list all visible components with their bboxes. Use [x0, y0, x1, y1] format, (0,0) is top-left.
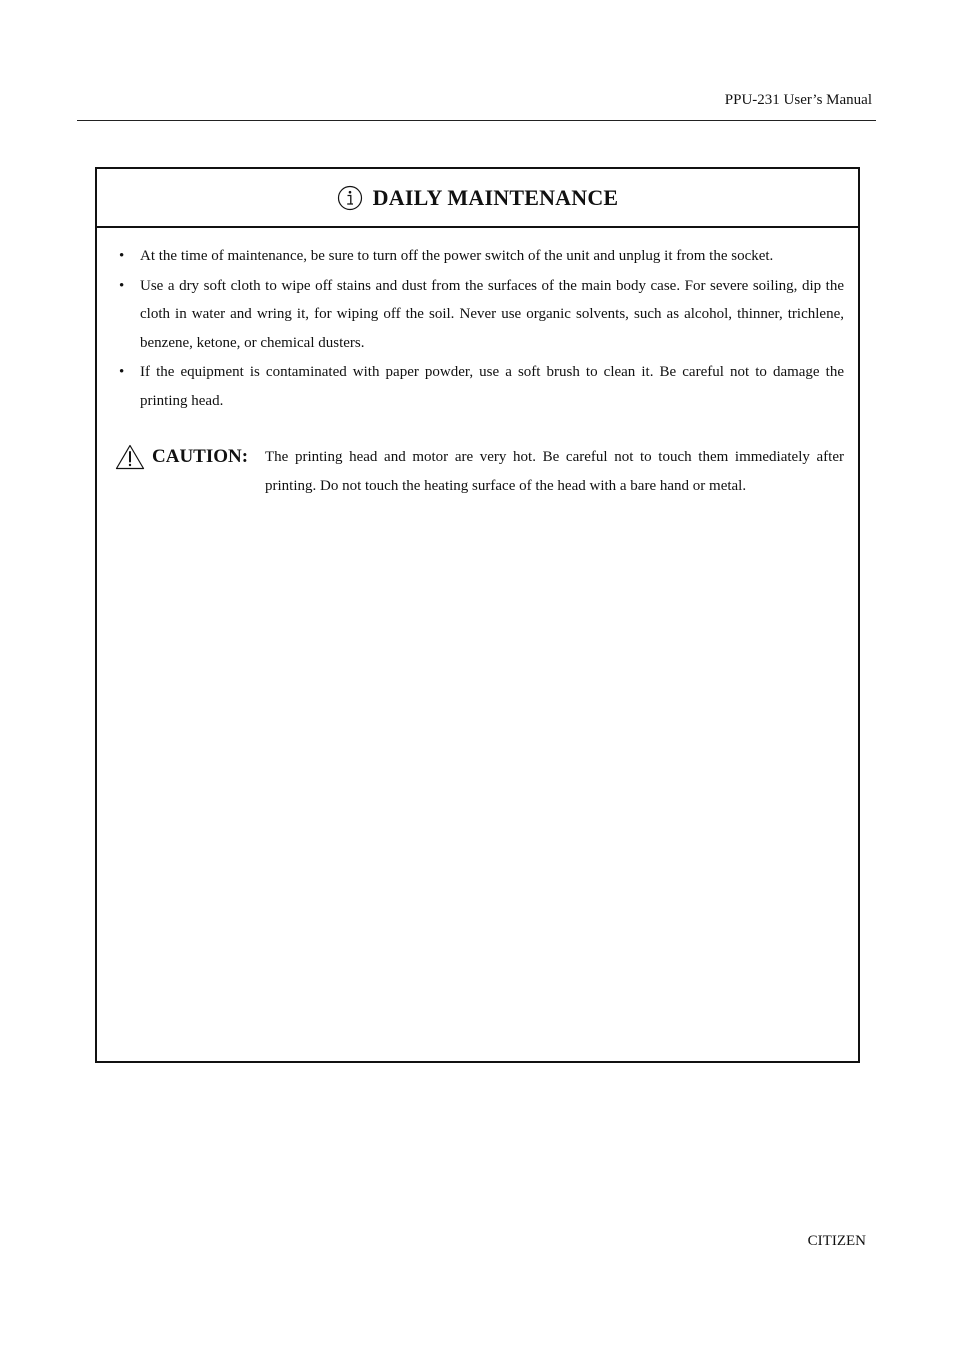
bullet-dot: •	[119, 248, 125, 264]
caution-block	[115, 443, 844, 500]
caution-label	[115, 443, 265, 471]
box-body	[97, 228, 858, 500]
footer-brand: CITIZEN	[807, 1233, 866, 1249]
maintenance-list	[115, 242, 844, 415]
list-item-text: Use a dry soft cloth to wipe off stains and dust from the surfaces of the main body case. For severe soiling, dip the cloth in water and wring it, for wiping off the soil. Never use organic solvents, such as alcohol, thinner, trichlene, benzene, ketone, or chemical dusters.	[140, 277, 844, 351]
list-item-text: If the equipment is contaminated with paper powder, use a soft brush to clean it. Be careful not to damage the printing head.	[140, 364, 844, 409]
box-title: DAILY MAINTENANCE	[372, 184, 619, 210]
warning-triangle-icon	[115, 444, 145, 470]
box-title-bar	[97, 169, 858, 228]
list-item-text: At the time of maintenance, be sure to turn off the power switch of the unit and unplug it from the socket.	[140, 248, 774, 264]
list-item	[115, 272, 844, 358]
header-divider	[77, 120, 876, 121]
daily-maintenance-box	[95, 167, 860, 1063]
list-item	[115, 358, 844, 415]
bullet-dot: •	[119, 277, 125, 294]
caution-word: CAUTION:	[152, 446, 249, 467]
caution-text: The printing head and motor are very hot. Be careful not to touch them immediately after printing. Do not touch the heating surface of the head with a bare hand or metal.	[265, 449, 844, 494]
manual-title: PPU-231 User’s Manual	[724, 92, 872, 108]
list-item	[115, 242, 844, 271]
info-icon	[337, 185, 363, 211]
bullet-dot: •	[119, 364, 125, 380]
